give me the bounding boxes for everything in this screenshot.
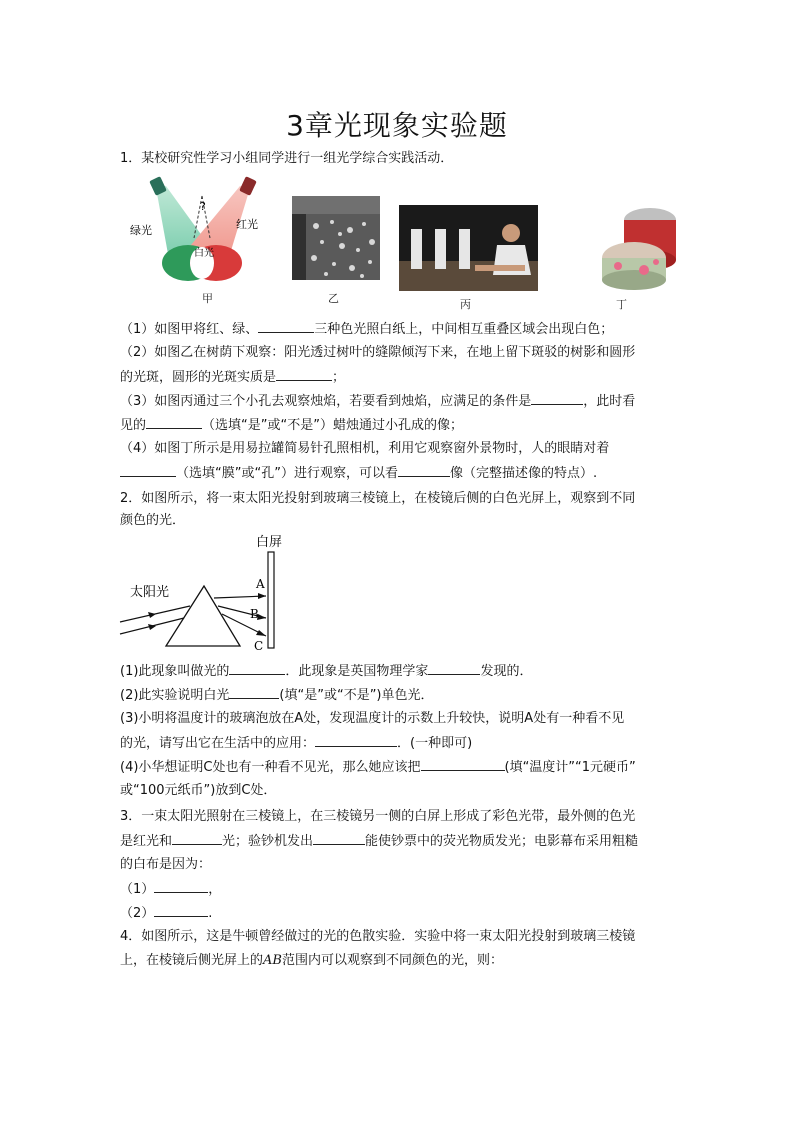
blank[interactable] [229,686,279,699]
figure-bing [399,205,538,291]
blank[interactable] [229,662,285,675]
white-screen [268,552,274,648]
figure-ding [598,196,680,292]
label-a: A [256,577,265,591]
blank[interactable] [276,368,332,381]
figure-prism [118,532,288,652]
blank[interactable] [313,832,365,845]
blank[interactable] [421,758,505,771]
q2-stem-line1: 2．如图所示，将一束太阳光投射到玻璃三棱镜上，在棱镜后侧的白色光屏上，观察到不同 [120,491,636,506]
blank[interactable] [531,392,583,405]
q2-part2: (2)此实验说明白光 (填“是”或“不是”)单色光． [120,688,434,703]
q3-line2: 是红光和 光；验钞机发出 能使钞票中的荧光物质发光；电影幕布采用粗糙 [120,834,639,849]
q2-part3-line1: (3)小明将温度计的玻璃泡放在A处，发现温度计的示数上升较快，说明A处有一种看不见 [120,711,625,726]
caption-ding: 丁 [616,298,627,311]
q2-part1: (1)此现象叫做光的 ．此现象是英国物理学家 发现的． [120,664,533,679]
caption-bing: 丙 [460,298,471,311]
q2-part3-line2: 的光，请写出它在生活中的应用： ．(一种即可) [120,736,473,751]
blank[interactable] [428,662,480,675]
q2-stem-line2: 颜色的光． [120,513,186,528]
blank[interactable] [172,832,222,845]
q1-part3-line2: 见的 （选填“是”或“不是”）蜡烛通过小孔成的像； [120,418,463,433]
caption-yi: 乙 [328,292,339,305]
page-title: 3章光现象实验题 [286,109,508,142]
ab-label: AB [263,953,282,968]
q3-line5: （2） . [120,906,213,921]
blank[interactable] [120,464,176,477]
q1-part2-line1: （2）如图乙在树荫下观察：阳光透过树叶的缝隙倾泻下来，在地上留下斑驳的树影和圆形 [120,345,636,360]
q1-part1: （1）如图甲将红、绿、 三种色光照白纸上，中间相互重叠区域会出现白色； [120,322,614,337]
blank[interactable] [154,904,208,917]
screen-label: 白屏 [256,535,283,550]
q2-part4-line1: (4)小华想证明C处也有一种看不见光，那么她应该把 (填“温度计”“1元硬币” [120,760,636,775]
blank[interactable] [154,880,208,893]
blank[interactable] [315,734,397,747]
q1-part4-line1: （4）如图丁所示是用易拉罐简易针孔照相机，利用它观察窗外景物时，人的眼睛对着 [120,441,610,456]
label-c: C [254,639,264,652]
caption-jia: 甲 [202,292,213,305]
q2-part4-line2: 或“100元纸币”)放到C处． [120,783,277,798]
q4-line2: 上，在棱镜后侧光屏上的AB范围内可以观察到不同颜色的光，则： [120,953,503,968]
q1-part4-line2: （选填“膜”或“孔”）进行观察，可以看 像（完整描述像的特点）. [120,464,680,483]
blank[interactable] [398,464,450,477]
blank[interactable] [258,320,314,333]
q4-line1: 4．如图所示，这是牛顿曾经做过的光的色散实验．实验中将一束太阳光投射到玻璃三棱镜 [120,929,636,944]
figure-jia [118,176,278,291]
red-light-label: 红光 [236,218,258,231]
q1-part3-line1: （3）如图丙通过三个小孔去观察烛焰，若要看到烛焰，应满足的条件是 ，此时看 [120,394,636,409]
q3-line3: 的白布是因为： [120,857,212,872]
sunlight-label: 太阳光 [130,585,170,600]
white-light-label: 白光 [194,248,214,259]
figure-yi [292,196,380,280]
q3-line4: （1） ， [120,882,222,897]
question-mark-label: ? [200,200,206,213]
q1-stem: 1．某校研究性学习小组同学进行一组光学综合实践活动． [120,151,454,166]
blank[interactable] [146,416,202,429]
label-b: B [250,607,259,621]
q3-line1: 3．一束太阳光照射在三棱镜上，在三棱镜另一侧的白屏上形成了彩色光带，最外侧的色光 [120,809,636,824]
prism [166,586,240,646]
green-light-label: 绿光 [130,224,152,237]
q1-part2-line2: 的光斑，圆形的光斑实质是 ； [120,370,346,385]
